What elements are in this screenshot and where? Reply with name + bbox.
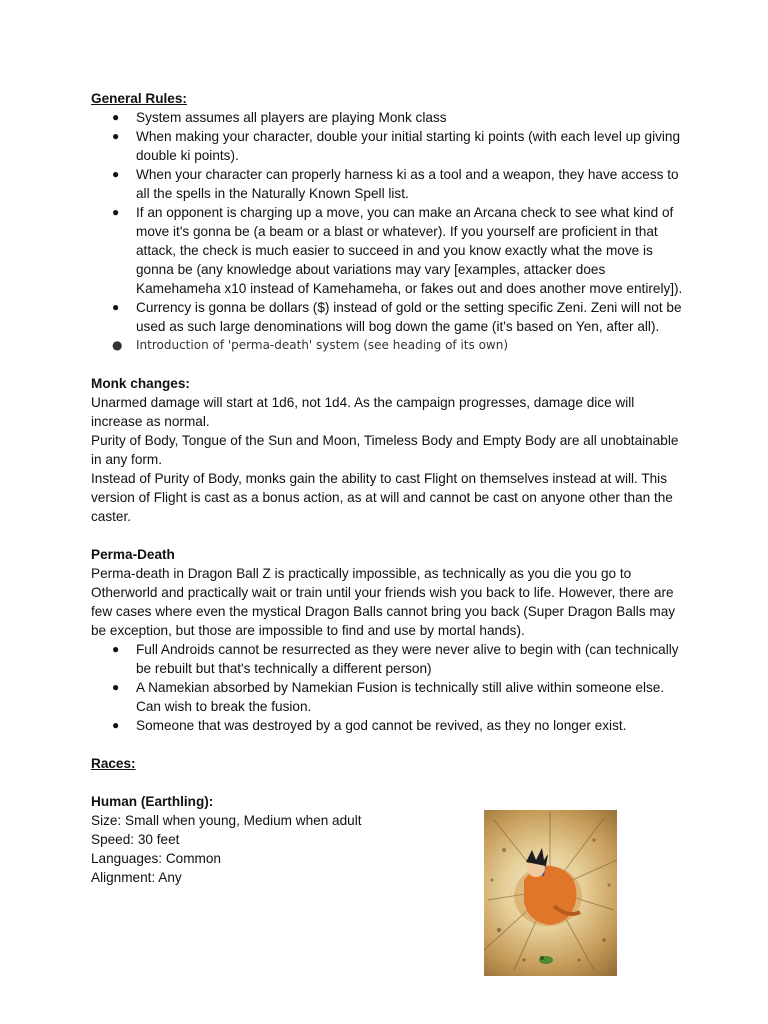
race-speed: Speed: 30 feet: [91, 832, 180, 847]
list-item: ● When making your character, double your initial starting ki points (with each level up giving double ki points).: [112, 129, 681, 163]
list-item: ● System assumes all players are playing Monk class: [112, 110, 447, 125]
bullet-icon: ●: [112, 300, 120, 314]
crater-illustration-icon: [484, 810, 617, 976]
human-heading: Human (Earthling):: [91, 794, 214, 809]
list-item: ● A Namekian absorbed by Namekian Fusion is technically still alive within someone else. Can wish to break the fusion.: [112, 680, 665, 714]
perma-death-heading: Perma-Death: [91, 547, 175, 562]
race-alignment: Alignment: Any: [91, 870, 182, 885]
races-heading: Races:: [91, 756, 136, 771]
bullet-icon: ●: [112, 205, 120, 219]
list-item: ● Introduction of 'perma-death' system (see heading of its own): [91, 336, 686, 355]
general-rules-list: [91, 108, 686, 355]
perma-death-list: [91, 640, 686, 735]
race-languages: Languages: Common: [91, 851, 221, 866]
paragraph: Purity of Body, Tongue of the Sun and Moon, Timeless Body and Empty Body are all unobtainable in any form.: [91, 433, 679, 467]
document-body: [91, 89, 686, 887]
list-item: ● If an opponent is charging up a move, you can make an Arcana check to see what kind of move it's gonna be (a beam or a blast or whatever). If you yourself are proficient in that attack, the check is much easier to succeed in and you know exactly what the move is gonna be (any knowledge about variations may vary [examples, attacker does Kamehameha x10 instead of Kamehameha, or fakes out and does another move entirely]).: [112, 205, 683, 296]
general-rules-heading: General Rules:: [91, 91, 187, 106]
list-item: ● Currency is gonna be dollars ($) instead of gold or the setting specific Zeni. Zeni will not be used as such large denominations will bog down the game (it's based on Yen, after all).: [112, 300, 682, 334]
bullet-icon: ●: [112, 338, 123, 352]
monk-changes-heading: Monk changes:: [91, 376, 190, 391]
paragraph: Unarmed damage will start at 1d6, not 1d4. As the campaign progresses, damage dice will increase as normal.: [91, 395, 635, 429]
character-illustration: [484, 810, 617, 976]
paragraph: Perma-death in Dragon Ball Z is practically impossible, as technically as you die you go to Otherworld and practically wait or train until your friends wish you back to life. However, there are few cases where even the mystical Dragon Balls cannot bring you back (Super Dragon Balls may be exception, but those are impossible to find and use by mortal hands).: [91, 566, 676, 638]
bullet-icon: ●: [112, 167, 120, 181]
bullet-icon: ●: [112, 642, 120, 656]
list-item: ● Someone that was destroyed by a god cannot be revived, as they no longer exist.: [112, 718, 627, 733]
list-item: ● Full Androids cannot be resurrected as they were never alive to begin with (can technically be rebuilt but that's technically a different person): [112, 642, 679, 676]
paragraph: Instead of Purity of Body, monks gain the ability to cast Flight on themselves instead at will. This version of Flight is cast as a bonus action, as at will and cannot be cast on anyone other than the caster.: [91, 471, 673, 524]
bullet-icon: ●: [112, 110, 120, 124]
bullet-icon: ●: [112, 129, 120, 143]
race-size: Size: Small when young, Medium when adult: [91, 813, 362, 828]
list-item: ● When your character can properly harness ki as a tool and a weapon, they have access to all the spells in the Naturally Known Spell list.: [112, 167, 679, 201]
bullet-icon: ●: [112, 680, 120, 694]
bullet-icon: ●: [112, 718, 120, 732]
